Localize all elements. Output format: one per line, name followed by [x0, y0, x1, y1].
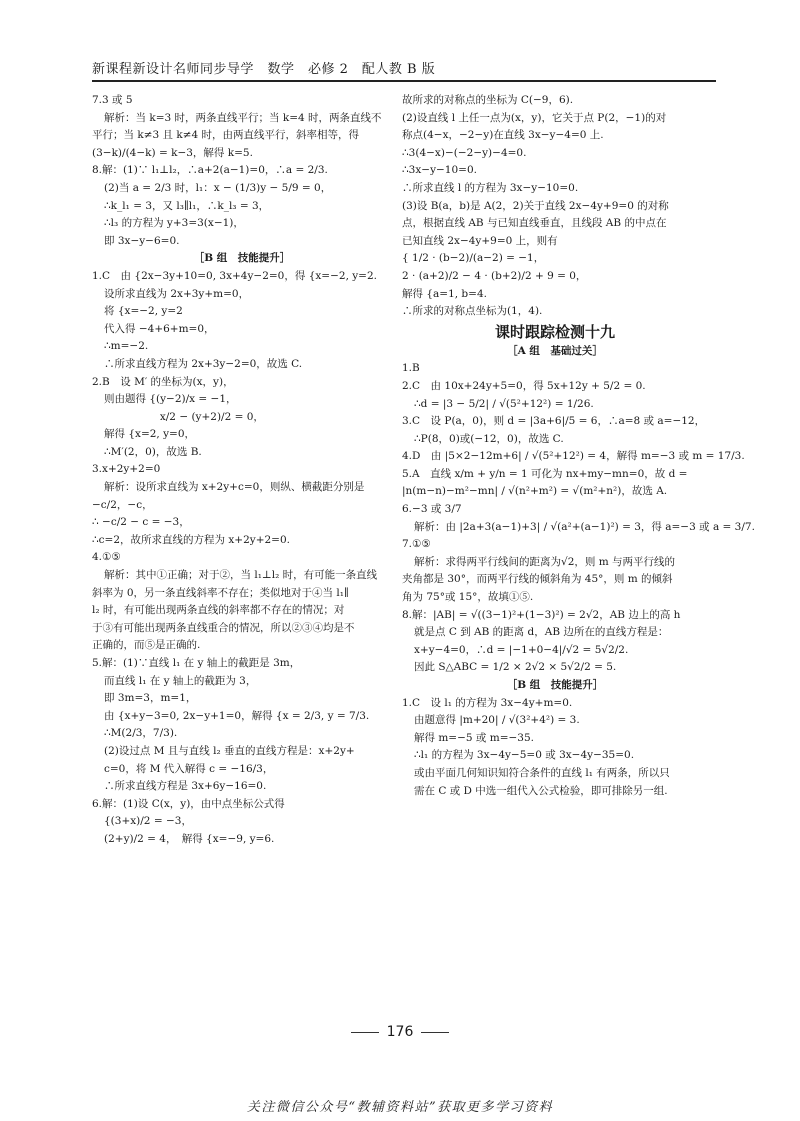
left-column-line: 正确的，而⑤是正确的. — [92, 639, 201, 652]
left-column-line: 8.解：(1)∵ l₁⊥l₂，∴a+2(a−1)=0，∴a = 2/3. — [92, 164, 328, 177]
right-column-line: 解析：求得两平行线间的距离为√2，则 m 与两平行线的 — [414, 555, 676, 568]
left-column-line: 7.3 或 5 — [92, 94, 133, 106]
left-column-line: ∴ −c/2 − c = −3， — [92, 516, 190, 529]
left-column-line: 由 {x+y−3=0, 2x−y+1=0，解得 {x = 2/3, y = 7/3. — [104, 709, 370, 722]
left-column-line: ∴k_l₁ = 3，又 l₃∥l₁，∴k_l₃ = 3， — [104, 199, 270, 212]
right-column-line: 称点(4−x，−2−y)在直线 3x−y−4=0 上. — [402, 129, 604, 142]
right-column-line: 4.D 由 |5×2−12m+6| / √(5²+12²) = 4，解得 m=−3 或 m = 17/3. — [402, 450, 745, 463]
left-column-line: 则由题得 {(y−2)/x = −1， — [104, 393, 237, 406]
left-column-line: (2)设过点 M 且与直线 l₂ 垂直的直线方程是：x+2y+ — [104, 744, 355, 757]
page-number-value: 176 — [386, 1024, 414, 1040]
left-column-line: 4.①⑤ — [92, 551, 121, 564]
right-column-line: { 1/2 · (b−2)/(a−2) = −1， — [402, 252, 545, 265]
left-column-line: l₂ 时，有可能出现两条直线的斜率都不存在的情况；对 — [92, 604, 345, 617]
right-column-line: (2)设直线 l 上任一点为(x，y)，它关于点 P(2，−1)的对 — [402, 111, 667, 124]
running-header: 新课程新设计名师同步导学 数学 必修 2 配人教 B 版 — [92, 62, 436, 77]
right-column-line: 故所求的对称点的坐标为 C(−9，6). — [402, 94, 574, 106]
left-column-line: 将 {x=−2, y=2 — [104, 305, 183, 318]
right-column-line: 7.①⑤ — [402, 538, 431, 551]
right-column-line: 由题意得 |m+20| / √(3²+4²) = 3. — [414, 714, 580, 727]
right-column-line: x+y−4=0，∴d = |−1+0−4|/√2 = 5√2/2. — [414, 643, 629, 656]
left-column-line: ∴M′(2，0)，故选 B. — [104, 445, 202, 458]
left-column-line: 3.x+2y+2=0 — [92, 463, 161, 476]
left-column-line: −c/2，−c， — [92, 498, 153, 511]
left-column-line: (2)当 a = 2/3 时，l₁：x − (1/3)y − 5/9 = 0， — [104, 181, 332, 194]
left-column-line: ∴所求直线方程为 2x+3y−2=0，故选 C. — [104, 357, 303, 370]
left-column-line: 代入得 −4+6+m=0， — [104, 322, 215, 335]
left-column-line: c=0，将 M 代入解得 c = −16/3， — [104, 762, 274, 775]
left-column-line: 1.C 由 {2x−3y+10=0, 3x+4y−2=0，得 {x=−2, y=2. — [92, 269, 378, 282]
right-column-line: 点，根据直线 AB 与已知直线垂直，且线段 AB 的中点在 — [402, 217, 667, 230]
right-column-line: 解析：由 |2a+3(a−1)+3| / √(a²+(a−1)²) = 3，得 a=−3 或 a = 3/7. — [414, 520, 755, 533]
right-column-line: 就是点 C 到 AB 的距离 d，AB 边所在的直线方程是： — [414, 626, 669, 639]
left-column-line: 于③有可能出现两条直线重合的情况，所以②③④均是不 — [92, 621, 355, 634]
left-column-line: 即 3x−y−6=0. — [104, 234, 180, 247]
page-number-dash-right — [421, 1032, 449, 1033]
right-column-line: 1.C 设 l₁ 的方程为 3x−4y+m=0. — [402, 696, 573, 709]
right-column-line: ［B 组 技能提升］ — [506, 679, 604, 691]
right-column-line: ∴l₁ 的方程为 3x−4y−5=0 或 3x−4y−35=0. — [414, 749, 635, 762]
right-column-line: 课时跟踪检测十九 — [494, 322, 615, 341]
right-column-line: 需在 C 或 D 中选一组代入公式检验，即可排除另一组. — [414, 784, 668, 797]
header-rule — [92, 80, 716, 82]
right-column-line: 解得 {a=1, b=4. — [402, 287, 487, 300]
left-column-line: 斜率为 0，另一条直线斜率不存在；类似地对于④当 l₁∥ — [92, 586, 349, 599]
left-column-line: (3−k)/(4−k) = k−3，解得 k=5. — [92, 146, 253, 159]
left-column-line: x/2 − (y+2)/2 = 0， — [104, 410, 264, 423]
left-column-line: 6.解：(1)设 C(x，y)，由中点坐标公式得 — [92, 797, 285, 810]
left-column — [92, 92, 392, 849]
page-number-dash-left — [351, 1032, 379, 1033]
right-column-line: 夹角都是 30°，而两平行线的倾斜角为 45°，则 m 的倾斜 — [402, 573, 673, 586]
left-column-line: 5.解：(1)∵直线 l₁ 在 y 轴上的截距是 3m， — [92, 657, 301, 669]
right-column-line: ∴3x−y−10=0. — [402, 164, 477, 177]
left-column-line: ∴m=−2. — [104, 340, 149, 353]
right-column-line: ∴所求直线 l 的方程为 3x−y−10=0. — [402, 181, 579, 194]
right-column — [402, 92, 755, 800]
right-column-line: 8.解：|AB| = √((3−1)²+(1−3)²) = 2√2，AB 边上的高 h — [402, 608, 681, 621]
right-column-line: 3.C 设 P(a，0)，则 d = |3a+6|/5 = 6，∴a=8 或 a=−12， — [402, 415, 706, 428]
right-column-line: 解得 m=−5 或 m=−35. — [414, 731, 534, 744]
right-column-line: 2 · (a+2)/2 − 4 · (b+2)/2 + 9 = 0， — [402, 269, 587, 282]
left-column-line: ∴l₃ 的方程为 y+3=3(x−1)， — [104, 217, 244, 230]
right-column-line: ∴d = |3 − 5/2| / √(5²+12²) = 1/26. — [414, 397, 594, 410]
right-column-line: 角为 75°或 15°，故填①⑤. — [402, 591, 534, 604]
footer-note: 关注微信公众号“教辅资料站”获取更多学习资料 — [246, 1100, 554, 1115]
left-column-line: ∴c=2，故所求直线的方程为 x+2y+2=0. — [92, 533, 291, 546]
right-column-line: 6.−3 或 3/7 — [402, 503, 462, 516]
right-column-line: 5.A 直线 x/m + y/n = 1 可化为 nx+my−mn=0，故 d = — [402, 467, 688, 480]
left-column-line: ∴M(2/3，7/3). — [104, 727, 178, 740]
right-column-line: (3)设 B(a，b)是 A(2，2)关于直线 2x−4y+9=0 的对称 — [402, 199, 669, 212]
right-column-line: ∴3(4−x)−(−2−y)−4=0. — [402, 146, 527, 159]
left-column-line: 设所求直线为 2x+3y+m=0， — [104, 287, 250, 300]
left-column-line: 解析：当 k=3 时，两条直线平行；当 k=4 时，两条直线不 — [104, 111, 382, 124]
left-column-line: 解析：其中①正确；对于②，当 l₁⊥l₂ 时，有可能一条直线 — [104, 569, 378, 582]
left-column-line: {(3+x)/2 = −3， — [104, 815, 192, 828]
right-column-line: 1.B — [402, 362, 420, 375]
left-column-line: 平行；当 k≠3 且 k≠4 时，由两直线平行，斜率相等，得 — [92, 129, 360, 142]
right-column-line: ∴P(8，0)或(−12，0)，故选 C. — [414, 432, 564, 445]
right-column-line: 2.C 由 10x+24y+5=0，得 5x+12y + 5/2 = 0. — [402, 379, 646, 392]
left-column-line: 即 3m=3，m=1， — [104, 692, 197, 705]
left-column-line: 解得 {x=2, y=0， — [104, 428, 196, 441]
right-column-line: ［A 组 基础过关］ — [507, 344, 603, 357]
left-column-line: ∴所求直线方程是 3x+6y−16=0. — [104, 780, 267, 793]
left-column-line: 2.B 设 M′ 的坐标为(x，y)， — [92, 375, 234, 388]
right-column-line: 已知直线 2x−4y+9=0 上，则有 — [402, 234, 558, 247]
page-number — [0, 1024, 800, 1040]
right-column-line: ∴所求的对称点坐标为(1，4). — [402, 305, 543, 318]
right-column-line: |n(m−n)−m²−mn| / √(n²+m²) = √(m²+n²)，故选 A. — [402, 485, 668, 498]
left-column-line: (2+y)/2 = 4， 解得 {x=−9, y=6. — [104, 832, 275, 845]
right-column-line: 因此 S△ABC = 1/2 × 2√2 × 5√2/2 = 5. — [414, 661, 617, 674]
right-column-line: 或由平面几何知识知符合条件的直线 l₁ 有两条，所以只 — [414, 766, 670, 779]
left-column-line: ［B 组 技能提升］ — [193, 252, 291, 265]
left-column-line: 解析：设所求直线为 x+2y+c=0，则纵、横截距分别是 — [104, 481, 365, 494]
left-column-line: 而直线 l₁ 在 y 轴上的截距为 3， — [104, 674, 257, 687]
